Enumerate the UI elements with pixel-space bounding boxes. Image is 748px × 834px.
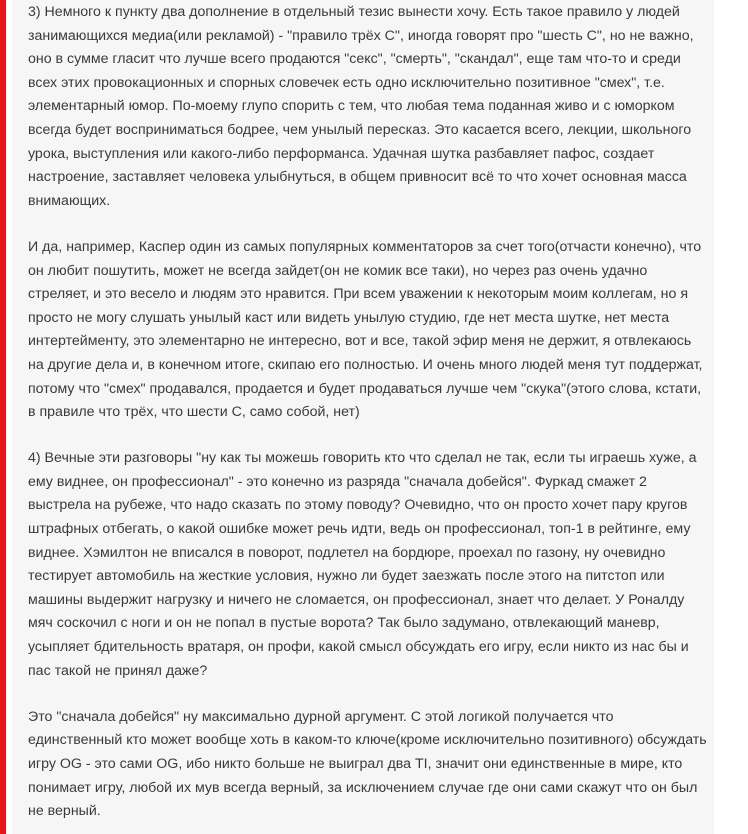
article-card (12, 0, 714, 834)
article-body (28, 1, 708, 834)
paragraph-point-4: 4) Вечные эти разговоры "ну как ты можешь говорить кто что сделал не так, если ты играешь хуже, а ему виднее, он профессионал" - это конечно из разряда "сначала добейся". Фуркад смажет 2 выстрела на рубеже, что надо сказать по этому поводу? Очевидно, что он просто хочет пару кругов штрафных отбегать, о какой ошибке может речь идти, ведь он профессионал, топ-1 в рейтинге, ему виднее. Хэмилтон не вписался в поворот, подлетел на бордюре, проехал по газону, ну очевидно тестирует автомобиль на жесткие условия, нужно ли будет заезжать после этого на питстоп или машины выдержит нагрузку и ничего не сломается, он профессионал, знает что делает. У Роналду мяч соскочил с ноги и он не попал в пустые ворота? Так было задумано, отвлекающий маневр, усыпляет бдительность вратаря, он профи, какой смысл обсуждать его игру, если никто из нас бы и пас такой не принял даже? (28, 450, 697, 679)
accent-bar (0, 0, 6, 834)
paragraph-casper: И да, например, Каспер один из самых популярных комментаторов за счет того(отчасти конечно), что он любит пошутить, может не всегда зайдет(он не комик все таки), но через раз очень удачно стреляет, и это весело и людям это нравится. При всем уважении к некоторым моим коллегам, но я просто не могу слушать унылый каст или видеть унылую студию, где нет места шутке, нет места интертейменту, это элементарно не интересно, вот и все, такой эфир меня не держит, я отвлекаюсь на другие дела и, в конечном итоге, скипаю его полностью. И очень много людей меня тут поддержат, потому что "смех" продавался, продается и будет продаваться лучше чем "скука"(этого слова, кстати, в правиле что трёх, что шести С, само собой, нет) (28, 238, 703, 421)
paragraph-argument: Это "сначала добейся" ну максимально дурной аргумент. С этой логикой получается что единственный кто может вообще хоть в каком-то ключе(кроме исключительно позитивного) обсуждать игру OG - это сами OG, ибо никто больше не выиграл два TI, значит они единственные в мире, кто понимает игру, любой их мув всегда верный, за исключением случае где они сами скажут что он был не верный. (28, 708, 707, 820)
paragraph-point-3: 3) Немного к пункту два дополнение в отдельный тезис вынести хочу. Есть такое правило у людей занимающихся медиа(или рекламой) - "правило трёх С", иногда говорят про "шесть С", но не важно, оно в сумме гласит что лучше всего продаются "секс", "смерть", "скандал", еще там что-то и среди всех этих провокационных и спорных словечек есть одно исключительно позитивное "смех", т.е. элементарный юмор. По-моему глупо спорить с тем, что любая тема поданная живо и с юморком всегда будет восприниматься бодрее, чем унылый пересказ. Это касается всего, лекции, школьного урока, выступления или какого-либо перформанса. Удачная шутка разбавляет пафос, создает настроение, заставляет человека улыбнуться, в общем привносит всё то что хочет основная масса внимающих. (28, 4, 694, 209)
